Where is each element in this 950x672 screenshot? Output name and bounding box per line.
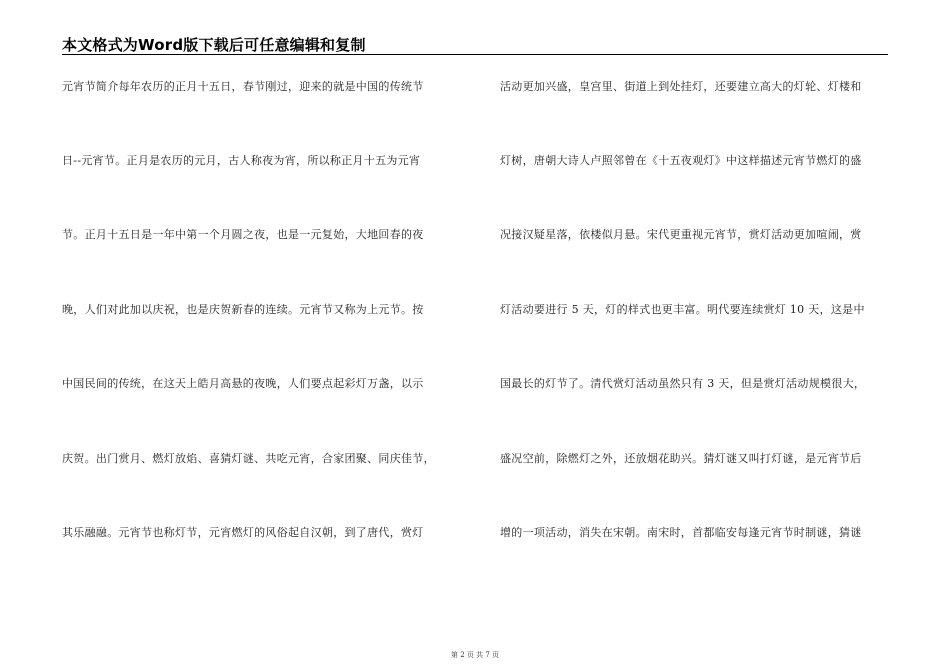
text-line: 元宵节简介每年农历的正月十五日，春节刚过，迎来的就是中国的传统节 xyxy=(62,80,424,93)
text-line: 节。正月十五日是一年中第一个月圆之夜，也是一元复始，大地回春的夜 xyxy=(62,228,424,241)
text-line: 盛况空前，除燃灯之外，还放烟花助兴。猜灯谜又叫打灯谜，是元宵节后 xyxy=(500,452,862,465)
header-divider xyxy=(62,54,888,55)
page-number-footer: 第 2 页 共 7 页 xyxy=(450,651,500,659)
text-line: 庆贺。出门赏月、燃灯放焰、喜猜灯谜、共吃元宵，合家团聚、同庆佳节， xyxy=(62,452,435,465)
text-line: 灯活动要进行 5 天，灯的样式也更丰富。明代要连续赏灯 10 天，这是中 xyxy=(500,303,865,316)
text-line: 活动更加兴盛，皇宫里、街道上到处挂灯，还要建立高大的灯轮、灯楼和 xyxy=(500,80,862,93)
text-line: 其乐融融。元宵节也称灯节，元宵燃灯的风俗起自汉朝，到了唐代，赏灯 xyxy=(62,526,424,539)
document-header-title: 本文格式为Word版下载后可任意编辑和复制 xyxy=(62,36,366,54)
text-line: 增的一项活动，消失在宋朝。南宋时，首都临安每逢元宵节时制谜，猜谜 xyxy=(500,526,862,539)
text-line: 日--元宵节。正月是农历的元月，古人称夜为宵，所以称正月十五为元宵 xyxy=(62,154,421,167)
text-line: 灯树，唐朝大诗人卢照邻曾在《十五夜观灯》中这样描述元宵节燃灯的盛 xyxy=(500,154,862,167)
text-line: 国最长的灯节了。清代赏灯活动虽然只有 3 天，但是赏灯活动规模很大， xyxy=(500,377,866,390)
text-line: 况接汉疑星落，依楼似月悬。宋代更重视元宵节，赏灯活动更加喧闹，赏 xyxy=(500,228,862,241)
text-line: 晚，人们对此加以庆祝，也是庆贺新春的连续。元宵节又称为上元节。按 xyxy=(62,303,424,316)
text-line: 中国民间的传统，在这天上皓月高悬的夜晚，人们要点起彩灯万盏，以示 xyxy=(62,377,424,390)
